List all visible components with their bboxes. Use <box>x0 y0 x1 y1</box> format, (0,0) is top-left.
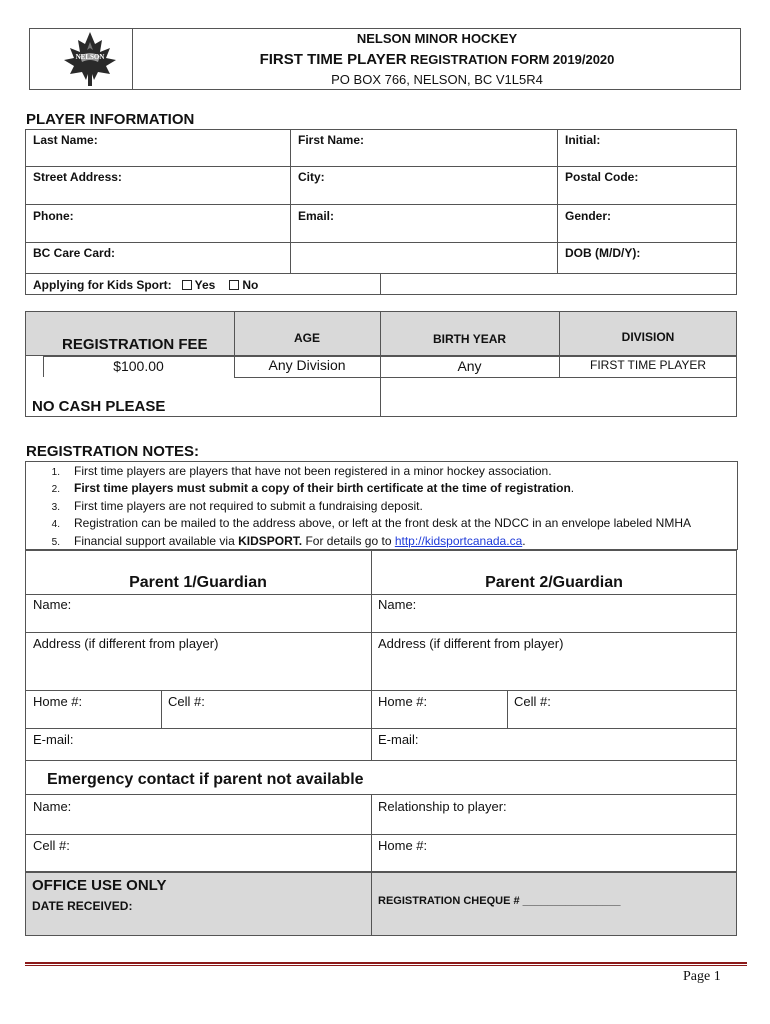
email-field[interactable]: Email: <box>298 209 335 223</box>
org-address: PO BOX 766, NELSON, BC V1L5R4 <box>331 72 543 87</box>
parent2-email-field[interactable]: E-mail: <box>378 732 419 747</box>
no-cash-notice: NO CASH PLEASE <box>32 398 166 415</box>
parent2-cell-field[interactable]: Cell #: <box>514 694 551 709</box>
initial-field[interactable]: Initial: <box>565 133 601 147</box>
birth-year-header: BIRTH YEAR <box>432 332 507 346</box>
division-header: DIVISION <box>621 330 675 344</box>
parent1-home-field[interactable]: Home #: <box>33 694 83 709</box>
form-title <box>133 51 741 69</box>
kids-sport-yes-label: Yes <box>194 278 216 292</box>
note-item: 1. First time players are players that have not been registered in a minor hockey association. <box>51 464 552 478</box>
form-title-rest: REGISTRATION FORM 2019/2020 <box>406 52 615 67</box>
parent2-name-field[interactable]: Name: <box>378 597 417 612</box>
first-name-field[interactable]: First Name: <box>298 133 365 147</box>
parent1-name-field[interactable]: Name: <box>33 597 72 612</box>
form-title-main: FIRST TIME PLAYER <box>259 51 407 68</box>
parent1-cell-field[interactable]: Cell #: <box>168 694 205 709</box>
dob-field[interactable]: DOB (M/D/Y): <box>565 246 641 260</box>
office-heading: OFFICE USE ONLY <box>32 877 167 894</box>
emergency-relationship-field[interactable]: Relationship to player: <box>378 799 507 814</box>
postal-code-field[interactable]: Postal Code: <box>565 170 639 184</box>
parent1-email-field[interactable]: E-mail: <box>33 732 74 747</box>
notes-list <box>26 463 736 550</box>
parent1-address-field[interactable]: Address (if different from player) <box>33 636 219 651</box>
parent2-heading: Parent 2/Guardian <box>485 574 623 591</box>
note-item: 5. Financial support available via KIDSPORT. For details go to http://kidsportcanada.ca. <box>51 533 526 548</box>
logo-text: NELSON <box>75 53 105 61</box>
emergency-home-field[interactable]: Home #: <box>378 838 428 853</box>
city-field[interactable]: City: <box>298 170 325 184</box>
kids-sport-no-label: No <box>242 278 259 292</box>
street-address-field[interactable]: Street Address: <box>33 170 122 184</box>
page-number: Page 1 <box>683 969 721 984</box>
parent1-heading: Parent 1/Guardian <box>129 574 267 591</box>
player-info-table <box>25 129 737 295</box>
note-item: 3. First time players are not required to submit a fundraising deposit. <box>51 498 423 513</box>
emergency-heading: Emergency contact if parent not available <box>47 771 364 788</box>
age-value: Any Division <box>268 357 346 373</box>
age-header: AGE <box>293 331 320 345</box>
kids-sport-yes-checkbox[interactable] <box>182 280 192 290</box>
note-item: 4. Registration can be mailed to the address above, or left at the front desk at the NDCC in an envelope labeled NMHA <box>51 516 692 531</box>
fee-amount: $100.00 <box>113 358 164 374</box>
fee-heading: REGISTRATION FEE <box>62 336 208 353</box>
player-info-heading: PLAYER INFORMATION <box>26 111 195 128</box>
org-name: NELSON MINOR HOCKEY <box>356 31 518 46</box>
notes-heading: REGISTRATION NOTES: <box>26 443 200 460</box>
registration-cheque-field[interactable]: REGISTRATION CHEQUE # ________________ <box>378 895 621 907</box>
kids-sport-label: Applying for Kids Sport: <box>33 278 172 292</box>
note-item: 2. First time players must submit a copy of their birth certificate at the time of registration. <box>51 481 575 496</box>
last-name-field[interactable]: Last Name: <box>33 133 98 147</box>
birth-year-value: Any <box>457 358 482 374</box>
footer-rule <box>25 962 747 966</box>
logo <box>60 30 120 88</box>
kidsport-link[interactable]: http://kidsportcanada.ca <box>394 533 523 548</box>
date-received-field[interactable]: DATE RECEIVED: <box>32 899 133 913</box>
emergency-name-field[interactable]: Name: <box>33 799 72 814</box>
kids-sport-row <box>33 278 258 292</box>
bc-care-card-field[interactable]: BC Care Card: <box>33 246 116 260</box>
emergency-cell-field[interactable]: Cell #: <box>33 838 70 853</box>
gender-field[interactable]: Gender: <box>565 209 612 223</box>
parent2-address-field[interactable]: Address (if different from player) <box>378 636 564 651</box>
phone-field[interactable]: Phone: <box>33 209 74 223</box>
division-value: FIRST TIME PLAYER <box>589 358 707 372</box>
parent2-home-field[interactable]: Home #: <box>378 694 428 709</box>
kids-sport-no-checkbox[interactable] <box>229 280 239 290</box>
